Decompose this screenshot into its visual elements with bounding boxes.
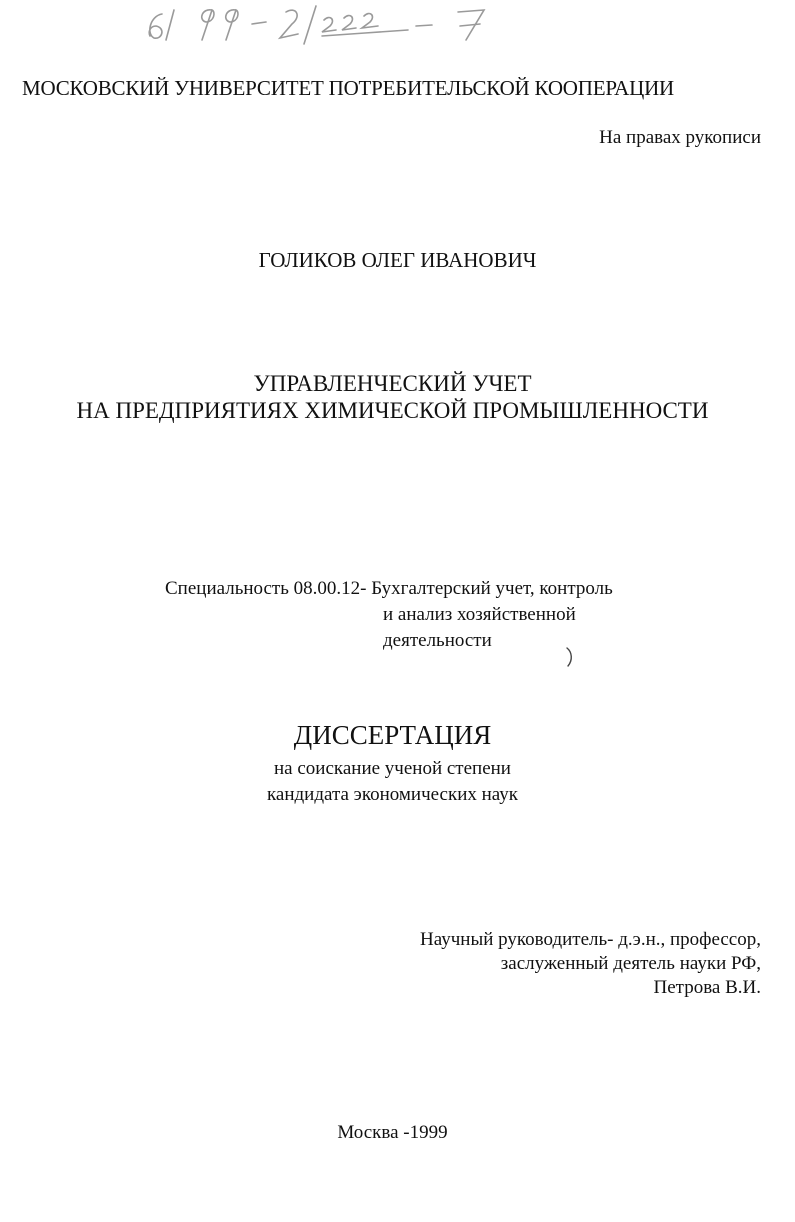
supervisor-block <box>420 928 761 1000</box>
university-name: МОСКОВСКИЙ УНИВЕРСИТЕТ ПОТРЕБИТЕЛЬСКОЙ КООПЕРАЦИИ <box>22 76 675 100</box>
city-year: Москва -1999 <box>337 1122 448 1143</box>
specialty-line-2: и анализ хозяйственной <box>383 604 576 625</box>
title-line-1: УПРАВЛЕНЧЕСКИЙ УЧЕТ <box>253 371 532 396</box>
handwritten-archive-note <box>140 0 520 48</box>
dissertation-title <box>0 370 785 424</box>
pen-mark <box>562 646 576 668</box>
dissertation-heading: ДИССЕРТАЦИЯ <box>293 720 492 750</box>
degree-block <box>0 756 785 808</box>
specialty-line-3: деятельности <box>383 630 492 651</box>
rights-notice: На правах рукописи <box>599 127 761 148</box>
supervisor-line-2: заслуженный деятель науки РФ, <box>500 953 761 974</box>
author-name: ГОЛИКОВ ОЛЕГ ИВАНОВИЧ <box>258 248 537 272</box>
specialty-line-1: Специальность 08.00.12- Бухгалтерский учет, контроль <box>165 578 613 599</box>
supervisor-line-1: Научный руководитель- д.э.н., профессор, <box>420 929 761 950</box>
degree-line-1: на соискание ученой степени <box>274 758 511 779</box>
supervisor-line-3: Петрова В.И. <box>653 977 761 998</box>
degree-line-2: кандидата экономических наук <box>266 784 519 805</box>
specialty-block <box>165 576 613 654</box>
title-line-2: НА ПРЕДПРИЯТИЯХ ХИМИЧЕСКОЙ ПРОМЫШЛЕННОСТИ <box>76 398 709 423</box>
